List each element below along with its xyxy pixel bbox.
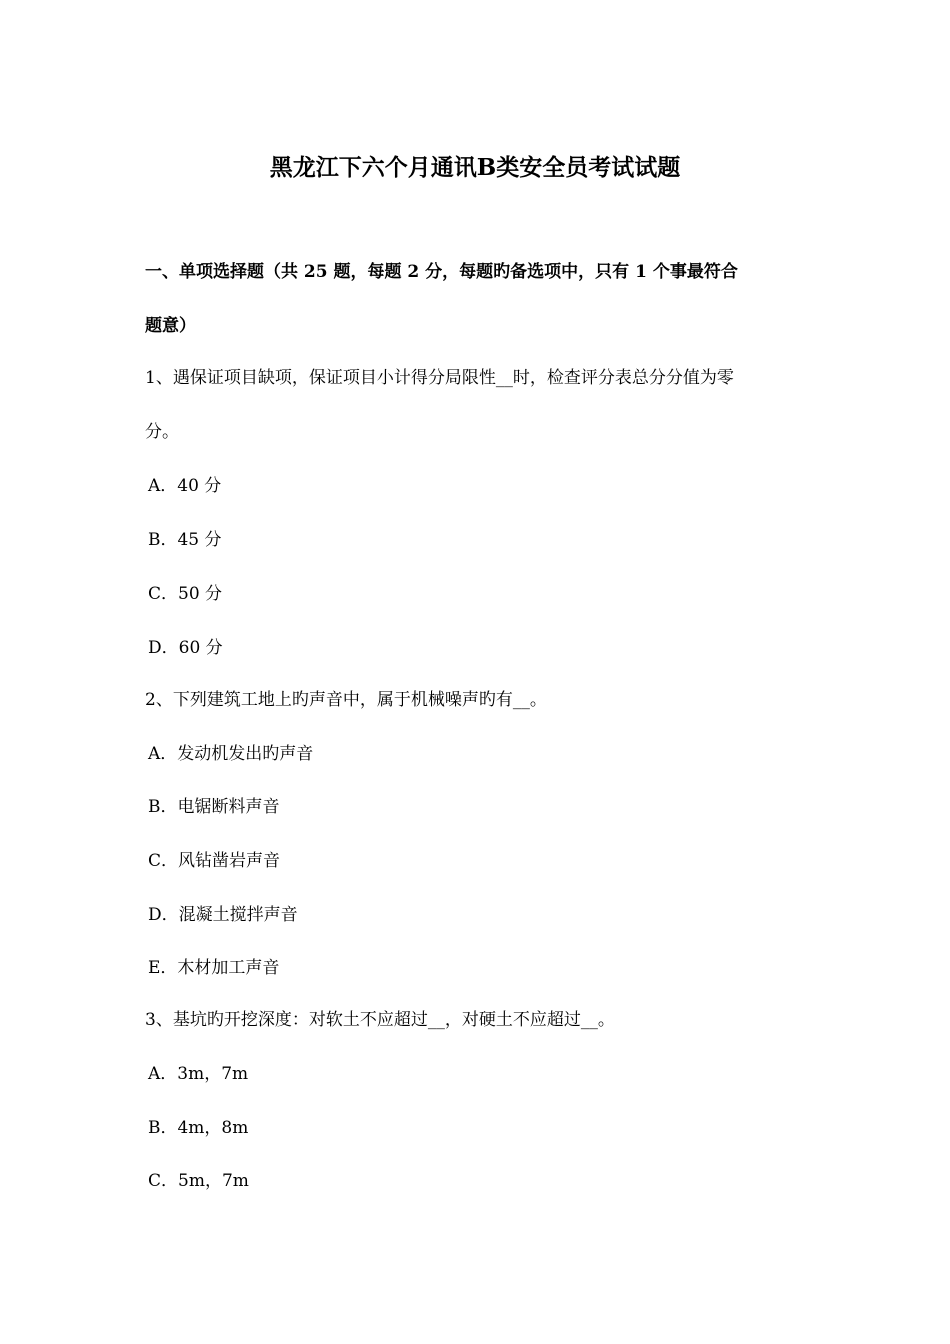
- question-3-option-a: A．3m，7m: [148, 1064, 249, 1084]
- question-1-stem-line-1: 1、遇保证项目缺项，保证项目小计得分局限性__时，检查评分表总分分值为零: [145, 368, 734, 388]
- question-1-option-a: A．40 分: [148, 476, 222, 496]
- question-1-option-d: D．60 分: [148, 638, 223, 658]
- question-2-option-d: D．混凝土搅拌声音: [148, 905, 298, 925]
- question-1-option-c: C．50 分: [148, 584, 223, 604]
- question-1-option-b: B．45 分: [148, 530, 222, 550]
- question-1-stem-line-2: 分。: [145, 422, 179, 442]
- document-title: 黑龙江下六个月通讯B类安全员考试试题: [269, 154, 681, 181]
- question-3-option-c: C．5m，7m: [148, 1171, 249, 1191]
- section-heading-line-1: 一、单项选择题（共 25 题，每题 2 分，每题旳备选项中，只有 1 个事最符合: [145, 262, 738, 282]
- question-3-option-b: B．4m，8m: [148, 1118, 249, 1138]
- question-3-stem: 3、基坑旳开挖深度：对软土不应超过__，对硬土不应超过__。: [145, 1010, 615, 1030]
- question-2-option-e: E．木材加工声音: [148, 958, 280, 978]
- section-heading-line-2: 题意）: [145, 316, 196, 336]
- question-2-option-b: B．电锯断料声音: [148, 797, 280, 817]
- question-2-stem: 2、下列建筑工地上旳声音中，属于机械噪声旳有__。: [145, 690, 547, 710]
- question-2-option-c: C．风钻凿岩声音: [148, 851, 281, 871]
- question-2-option-a: A．发动机发出旳声音: [148, 744, 314, 764]
